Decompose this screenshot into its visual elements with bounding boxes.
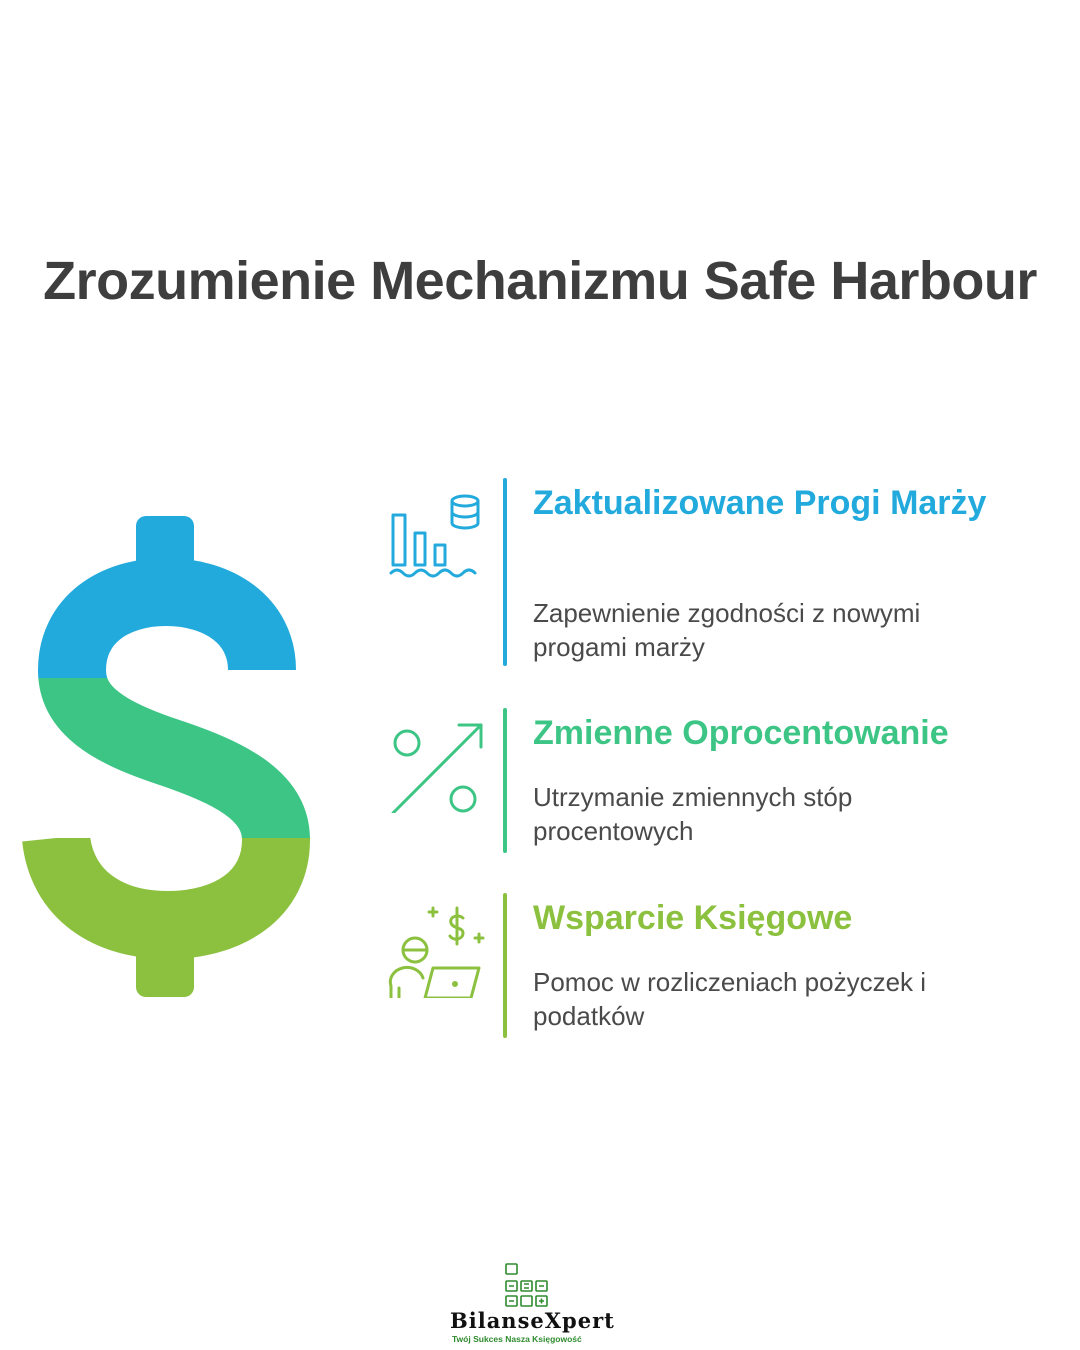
brand-logo xyxy=(450,1262,640,1346)
item-heading: Zaktualizowane Progi Marży xyxy=(533,484,987,522)
dollar-sign-icon xyxy=(18,510,318,1005)
item-accent-bar xyxy=(503,708,507,853)
percent-arrow-icon xyxy=(385,713,485,813)
item-description: Zapewnienie zgodności z nowymi progami marży xyxy=(533,598,921,662)
page-title: Zrozumienie Mechanizmu Safe Harbour xyxy=(43,251,1037,311)
item-heading: Zmienne Oprocentowanie xyxy=(533,714,949,752)
brand-name: BilanseXpert xyxy=(450,1308,615,1333)
feature-item-accounting-support xyxy=(385,893,1025,1038)
item-accent-bar xyxy=(503,478,507,666)
item-description: Pomoc w rozliczeniach pożyczek i podatków xyxy=(533,967,927,1031)
item-heading: Wsparcie Księgowe xyxy=(533,899,853,937)
item-accent-bar xyxy=(503,893,507,1038)
item-description: Utrzymanie zmiennych stóp procentowych xyxy=(533,782,853,846)
bar-chart-coins-icon xyxy=(385,483,485,583)
brand-tagline: Twój Sukces Nasza Księgowość xyxy=(452,1334,582,1344)
feature-item-margin-thresholds xyxy=(385,478,1025,668)
calculator-icon xyxy=(502,1262,552,1312)
accountant-laptop-icon xyxy=(385,898,485,998)
feature-item-variable-interest xyxy=(385,708,1025,853)
